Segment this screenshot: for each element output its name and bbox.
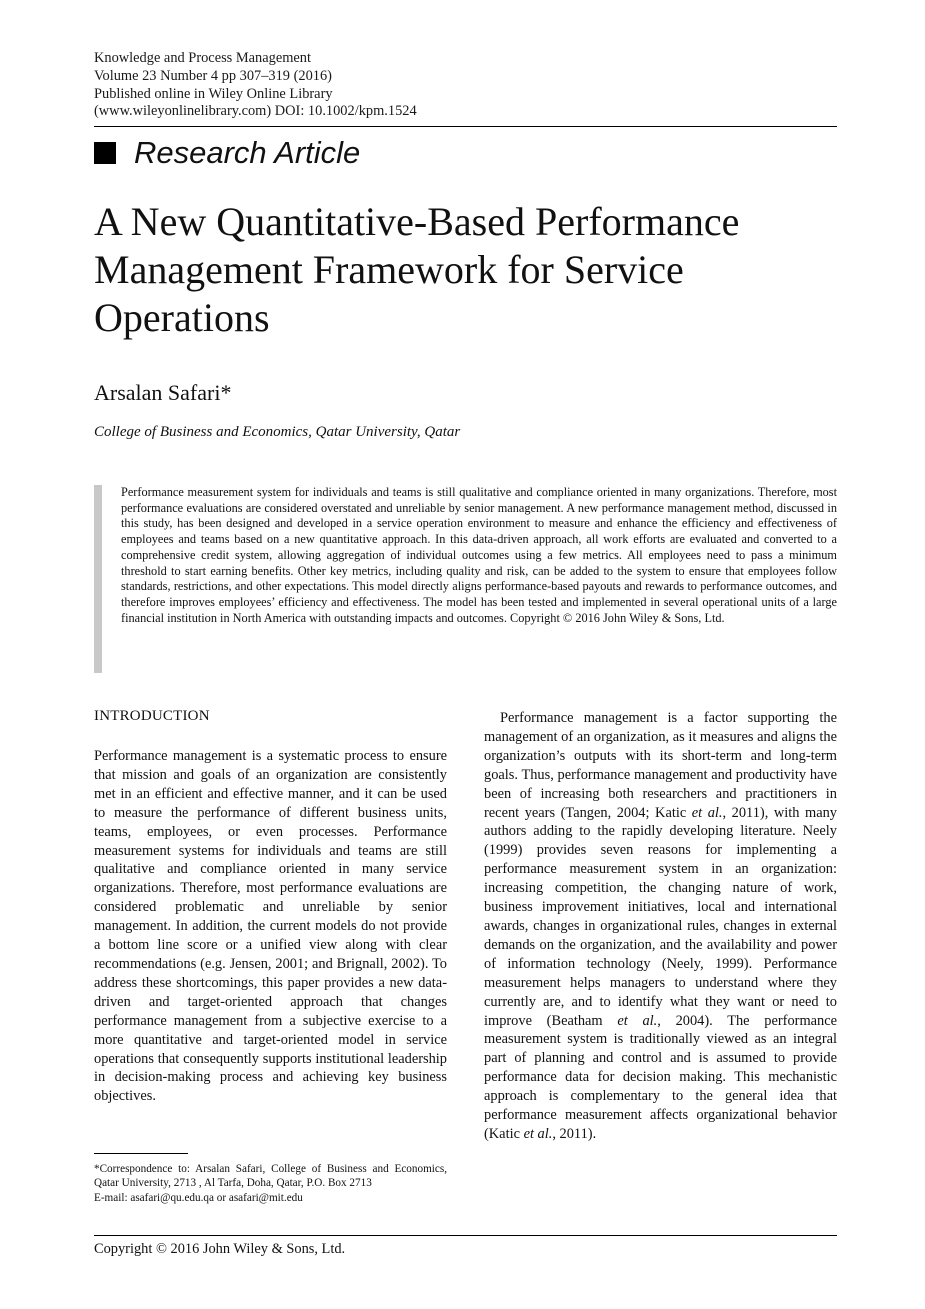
journal-published: Published online in Wiley Online Library bbox=[94, 85, 333, 102]
journal-header bbox=[94, 50, 814, 121]
right-column-paragraph bbox=[484, 709, 837, 1144]
author-name: Arsalan Safari* bbox=[94, 380, 232, 405]
square-marker-icon bbox=[94, 142, 116, 164]
article-title: A New Quantitative-Based Performance Management Framework for Service Operations bbox=[94, 199, 740, 340]
footnote-rule bbox=[94, 1153, 188, 1154]
right-text-d: , 2011). bbox=[552, 1125, 597, 1142]
right-text-c: , 2004). The performance measurement system is traditionally viewed as an integral part of planning and control and is assumed to provide performance data for decision making. This mechanistic approach is complementary to the general idea that performance measurement affects organizational behavior (Katic bbox=[484, 1012, 837, 1142]
right-text-a: Performance management is a factor supporting the management of an organization, as it measures and aligns the organization’s outputs with its short-term and long-term goals. Thus, performance management and productivity have been of increasing both researchers and practitioners in recent years (Tangen, 2004; Katic bbox=[484, 710, 837, 821]
journal-volume: Volume 23 Number 4 pp 307–319 (2016) bbox=[94, 67, 332, 84]
abstract-side-bar bbox=[94, 485, 102, 673]
journal-doi: (www.wileyonlinelibrary.com) DOI: 10.1002/kpm.1524 bbox=[94, 103, 417, 120]
citation-et-al: et al. bbox=[691, 804, 723, 821]
header-rule bbox=[94, 126, 837, 127]
footnote-correspondence: *Correspondence to: Arsalan Safari, College of Business and Economics, Qatar University, 2713 , Al Tarfa, Doha, Qatar, P.O. Box 2713 bbox=[94, 1163, 447, 1190]
journal-name: Knowledge and Process Management bbox=[94, 50, 311, 66]
footer-copyright: Copyright © 2016 John Wiley & Sons, Ltd. bbox=[94, 1241, 346, 1257]
right-text-b: , 2011), with many authors adding to the rapidly developing literature. Neely (1999) provides seven reasons for implementing a performance measurement system in an organization: increasing competition, the changing nature of work, business improvement initiatives, local and international awards, changes in organizational rules, changes in external demands on the organization, and the availability and power of information technology (Neely, 1999). Performance measurement helps managers to understand where they currently are, and to identify what they want or need to improve (Beatham bbox=[484, 804, 837, 1029]
abstract-text: Performance measurement system for individuals and teams is still qualitative and compliance oriented in many organizations. Therefore, most performance evaluations are considered overstated and unreliable by senior management. A new performance management method, discussed in this study, has been designed and developed in a service operation environment to measure and enhance the efficiency and effectiveness of employees and teams based on a new quantitative approach. In this data-driven approach, all work efforts are evaluated and converted to a comprehensive credit system, allowing aggregation of individual outcomes using a few metrics. All employees need to pass a minimum threshold to start earning benefits. Other key metrics, including quality and risk, can be added to the system to ensure that employees follow standards, restrictions, and other expectations. This model directly aligns performance-based payouts and rewards to performance outcomes, and therefore improves employees’ efficiency and effectiveness. The model has been tested and implemented in several operational units of a large financial institution in North America with outstanding impacts and outcomes. Copyright © 2016 John Wiley & Sons, Ltd. bbox=[121, 485, 837, 625]
article-type: Research Article bbox=[134, 135, 361, 170]
footer-rule bbox=[94, 1235, 837, 1236]
citation-et-al: et al. bbox=[617, 1012, 658, 1029]
citation-et-al: et al. bbox=[523, 1125, 553, 1142]
footnote bbox=[94, 1162, 447, 1205]
left-column-paragraph: Performance management is a systematic process to ensure that mission and goals of an organization are consistently met in an efficient and effective manner, and it can be used to measure the performance of different business units, teams, employees, or even processes. Performance measurement systems for individuals and teams are still qualitative and compliance oriented in many service organizations. Therefore, most performance evaluations are considered problematic and unreliable by senior management. In addition, the current models do not provide a bottom line score or a unified view along with clear recommendations (e.g. Jensen, 2001; and Brignall, 2002). To address these shortcomings, this paper provides a new data-driven and target-oriented approach that changes performance management from a subjective exercise to a more quantitative and target-oriented model in service operations that consequently supports institutional leadership in decision-making process and achieving key business objectives. bbox=[94, 748, 447, 1105]
footnote-email: E-mail: asafari@qu.edu.qa or asafari@mit.edu bbox=[94, 1191, 303, 1204]
article-type-row bbox=[94, 136, 360, 170]
author-affiliation: College of Business and Economics, Qatar University, Qatar bbox=[94, 424, 461, 440]
section-heading-introduction: INTRODUCTION bbox=[94, 708, 210, 724]
